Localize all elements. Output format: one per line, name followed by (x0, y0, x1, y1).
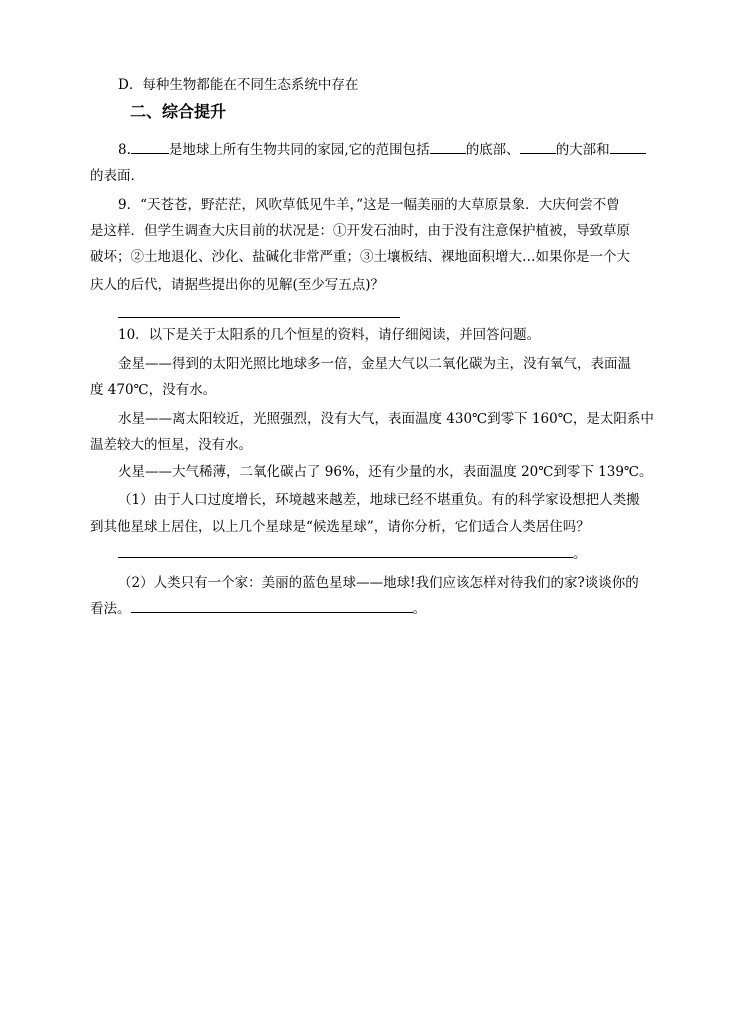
q8-text-1: 是地球上所有生物共同的家园,它的范围包括 (168, 142, 430, 158)
answer-blank[interactable] (131, 600, 413, 613)
answer-blank[interactable] (131, 141, 169, 154)
q9-line-1: 9．“天苍苍，野茫茫，风吹草低见牛羊，”这是一幅美丽的大草原景象．大庆何尝不曾 (118, 197, 620, 213)
section-heading: 二、综合提升 (130, 102, 227, 121)
venus-line-1: 金星——得到的太阳光照比地球多一倍，金星大气以二氧化碳为主，没有氧气，表面温 (118, 356, 631, 372)
q10-sub2-end: 。 (412, 601, 426, 617)
mercury-line-1: 水星——离太阳较近，光照强烈，没有大气，表面温度 430℃到零下 160℃，是太阳系中 (118, 411, 654, 427)
q9-line-3: 破坏；②土地退化、沙化、盐碱化非常严重；③土壤板结、裸地面积增大…如果你是一个大 (90, 249, 630, 265)
mars-line: 火星——大气稀薄，二氧化碳占了 96%，还有少量的水，表面温度 20℃到零下 139℃。 (118, 464, 653, 480)
question-8 (118, 141, 646, 159)
q10-sub1-line-2: 到其他星球上居住，以上几个星球是“候选星球”，请你分析，它们适合人类居住吗？ (90, 519, 590, 535)
q8-text-2: 的底部、 (465, 142, 520, 158)
option-d: D．每种生物都能在不同生态系统中存在 (118, 77, 359, 93)
q9-answer-line[interactable] (118, 317, 400, 318)
q10-sub1-end: 。 (573, 546, 587, 562)
q8-number: 8. (118, 142, 131, 158)
q10-sub1-line-1: （1）由于人口过度增长，环境越来越差，地球已经不堪重负。有的科学家设想把人类搬 (118, 492, 640, 508)
q10-sub1-answer (118, 545, 587, 563)
q8-line-2: 的表面． (90, 168, 144, 184)
answer-blank[interactable] (610, 141, 646, 154)
mercury-line-2: 温差较大的恒星，没有水。 (90, 437, 252, 453)
q10-sub2-line-2 (90, 600, 426, 618)
q8-text-3: 的大部和 (555, 142, 610, 158)
answer-blank[interactable] (430, 141, 466, 154)
answer-blank[interactable] (118, 545, 573, 558)
answer-blank[interactable] (520, 141, 556, 154)
q9-line-4: 庆人的后代，请据些提出你的见解(至少写五点)？ (90, 277, 385, 293)
q10-sub2-line-1: （2）人类只有一个家：美丽的蓝色星球——地球!我们应该怎样对待我们的家?谈谈你的 (118, 575, 639, 591)
venus-line-2: 度 470℃，没有水。 (90, 382, 217, 398)
q9-line-2: 是这样．但学生调查大庆目前的状况是：①开发石油时，由于没有注意保护植被，导致草原 (90, 223, 630, 239)
q10-intro: 10．以下是关于太阳系的几个恒星的资料，请仔细阅读，并回答问题。 (118, 327, 541, 343)
q10-sub2-label: 看法。 (90, 601, 131, 617)
